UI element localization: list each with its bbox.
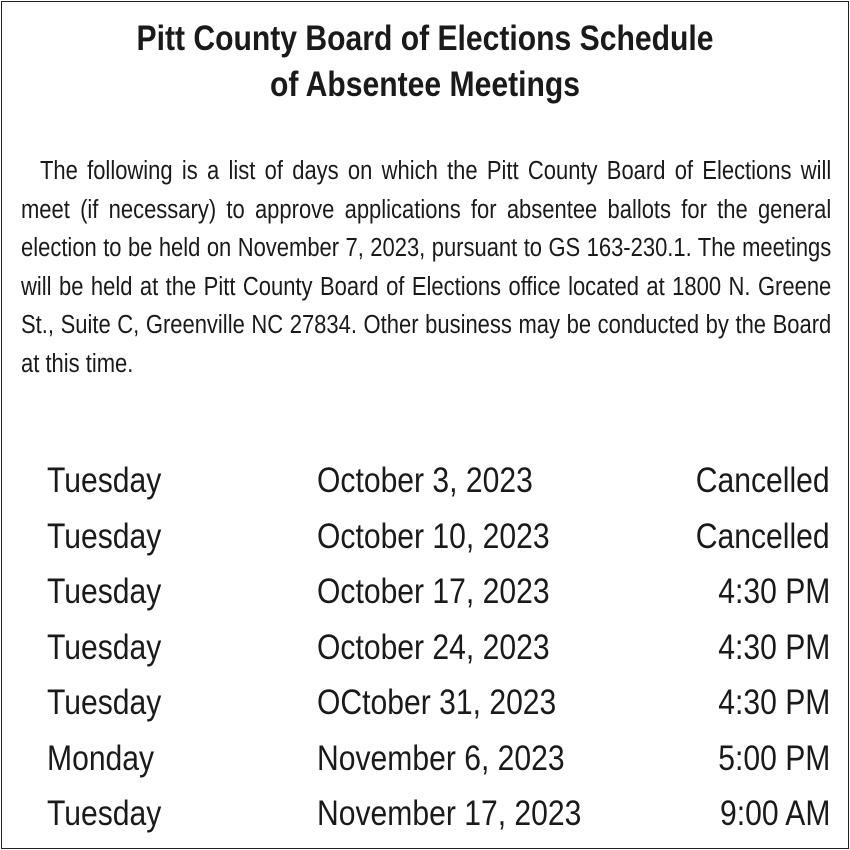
notice-title [78,16,771,108]
schedule-day: Tuesday [47,516,162,556]
schedule-day: Tuesday [47,627,162,667]
schedule-date: October 3, 2023 [317,461,533,500]
schedule-day: Monday [47,738,155,778]
schedule-date: November 6, 2023 [317,738,565,778]
schedule-time: 4:30 PM [717,572,830,611]
notice-panel [1,1,849,849]
schedule-time: Cancelled [696,461,830,500]
schedule-time: Cancelled [696,516,830,556]
schedule-date: October 10, 2023 [317,516,550,556]
schedule-time: 5:00 PM [717,738,830,778]
schedule-date: November 17, 2023 [317,794,582,833]
schedule-row [2,513,848,569]
schedule-day: Tuesday [47,572,162,611]
schedule-row [2,790,848,846]
schedule-row [2,679,848,735]
schedule-row [2,735,848,791]
schedule-day: Tuesday [47,794,162,833]
schedule-date: October 24, 2023 [317,627,550,667]
schedule-row [2,457,848,513]
notice-title-line-2: of Absentee Meetings [270,65,580,104]
schedule-row [2,624,848,680]
schedule-row [2,568,848,624]
schedule-time: 4:30 PM [717,683,830,722]
schedule-day: Tuesday [47,683,162,722]
schedule-date: October 17, 2023 [317,572,550,611]
schedule-time: 4:30 PM [717,627,830,667]
notice-title-line-1: Pitt County Board of Elections Schedule [136,19,714,58]
meeting-schedule [2,457,848,846]
schedule-date: OCtober 31, 2023 [317,683,557,722]
notice-paragraph: The following is a list of days on which the Pitt County Board of Elections will meet (if necessary) to approve applications for absentee ballots for the general election to be held on November 7, 2023, pursuant to GS 163-230.1. The meetings will be held at the Pitt County Board of Elections office located at 1800 N. Greene St., Suite C, Greenville NC 27834. Other business may be conducted by the Board at this time. [21,157,832,378]
schedule-day: Tuesday [47,461,162,500]
schedule-time: 9:00 AM [719,794,830,833]
